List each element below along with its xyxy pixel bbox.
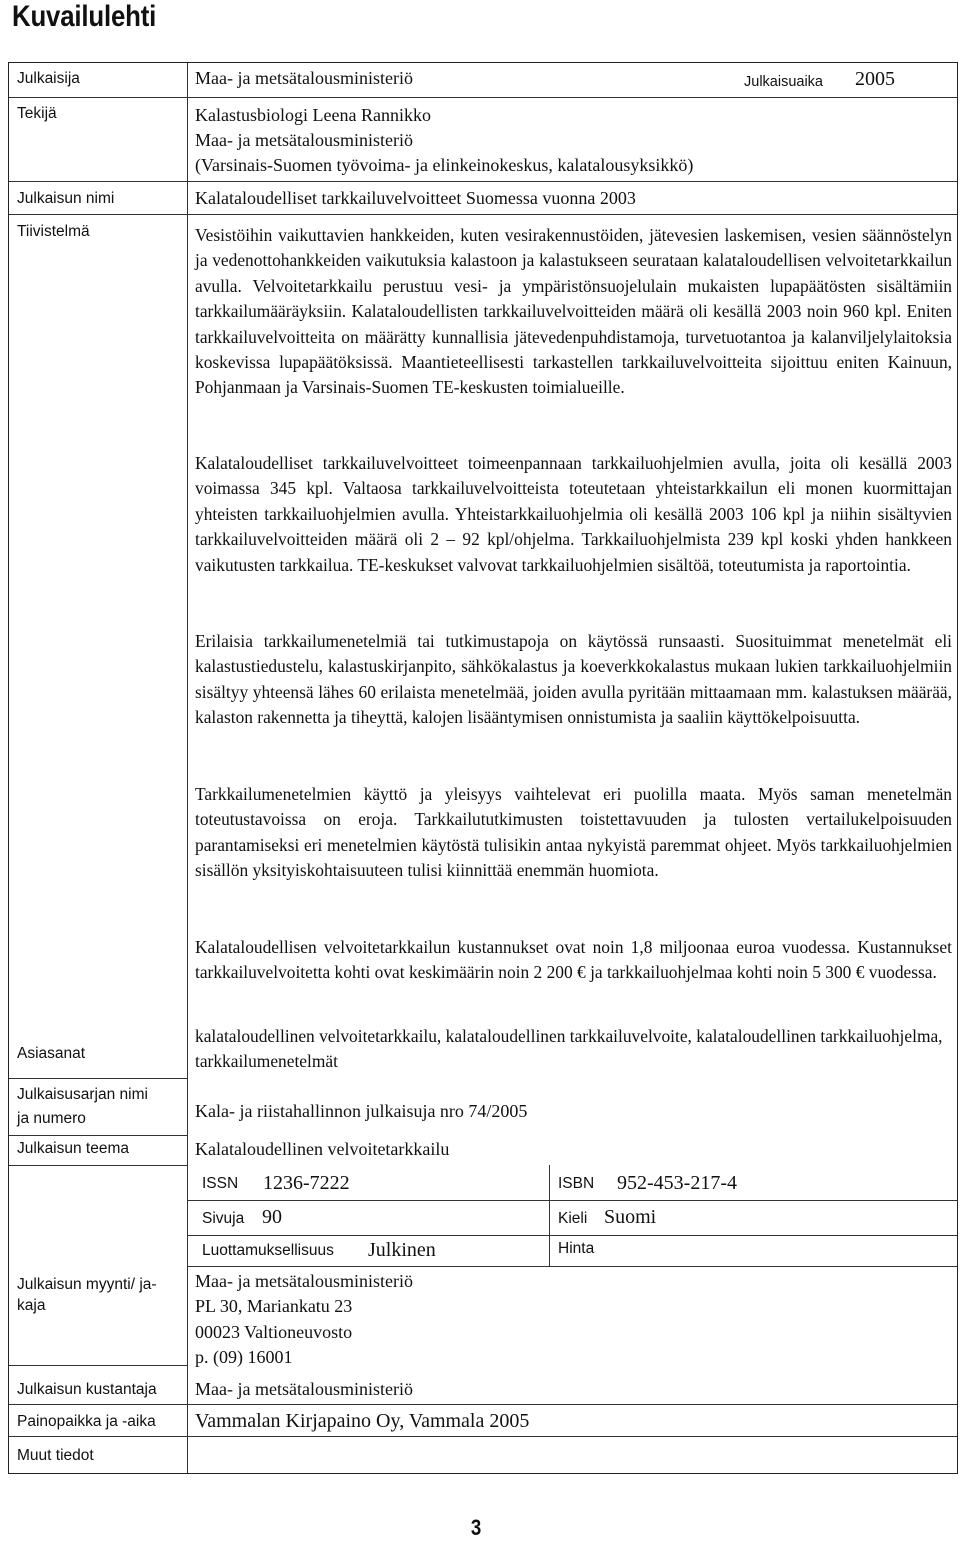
issn-label: ISSN — [202, 1175, 239, 1192]
row-divider — [9, 1436, 957, 1437]
cost-value: Maa- ja metsätalousministeriö — [195, 1379, 413, 1399]
abstract-label: Tiivistelmä — [17, 223, 90, 240]
author-line-2: Maa- ja metsätalousministeriö — [195, 130, 413, 150]
print-value: Vammalan Kirjapaino Oy, Vammala 2005 — [195, 1410, 530, 1432]
sales-line-2: PL 30, Mariankatu 23 — [195, 1296, 353, 1316]
sales-label-line-2: kaja — [17, 1297, 46, 1314]
grid-divider — [549, 1165, 550, 1266]
confidentiality-label: Luottamuksellisuus — [202, 1242, 334, 1259]
publisher-label: Julkaisija — [17, 70, 80, 87]
pages-value: 90 — [262, 1206, 282, 1228]
publish-year-value: 2005 — [855, 68, 895, 90]
page-number: 3 — [470, 1515, 482, 1540]
row-divider — [9, 181, 957, 182]
author-line-1: Kalastusbiologi Leena Rannikko — [195, 105, 431, 125]
language-value: Suomi — [604, 1206, 657, 1228]
row-divider — [9, 1404, 957, 1405]
sales-line-1: Maa- ja metsätalousministeriö — [195, 1271, 413, 1291]
column-divider — [187, 63, 188, 1473]
theme-value: Kalataloudellinen velvoitetarkkailu — [195, 1139, 450, 1159]
other-label: Muut tiedot — [17, 1447, 94, 1464]
confidentiality-value: Julkinen — [368, 1239, 436, 1261]
abstract-paragraph-3: Erilaisia tarkkailumenetelmiä tai tutkimustapoja on käytössä runsaasti. Suosituimmat menetelmät eli kalastustiedustelu, kalastuskirjanpito, sähkökalastus ja koeverkkokalastus mukaan lukien tarkkailuohjelmiin sisältyy yhteensä lähes 60 erilaista menetelmää, joiden avulla pyritään mittaamaan mm. kalastuksen määrää, kalaston rakennetta ja tiheyttä, kalojen lisääntymisen onnistumista ja saaliin käyttökelpoisuutta. — [195, 631, 952, 728]
sales-line-4: p. (09) 16001 — [195, 1347, 293, 1367]
issn-value: 1236-7222 — [263, 1172, 350, 1194]
theme-label: Julkaisun teema — [17, 1140, 130, 1157]
abstract-paragraph-1: Vesistöihin vaikuttavien hankkeiden, kuten vesirakennustöiden, jätevesien laskemisen, vesien säännöstelyn ja vedenottohankkeiden vaikutuksia kalastoon ja kalastukseen seurataan kalataloudellisen velvoitetarkkailun avulla. Velvoitetarkkailu perustuu vesi- ja ympäristönsuojelulain mukaisten lupapäätösten sisältämiin tarkkailumääräyksiin. Kalataloudellisten tarkkailuvelvoitteiden määrä oli kesällä 2003 noin 960 kpl. Eniten tarkkailuvelvoitteita on määrätty kunnallisia jätevedenpuhdistamoja, turvetuotantoa ja kalanviljelylaitoksia koskevissa lupapäätöksissä. Maantieteellisesti tarkastellen tarkkailuvelvoitteita sijoittuu eniten Kainuun, Pohjanmaan ja Varsinais-Suomen TE-keskusten toimialueille. — [195, 225, 952, 398]
sales-line-3: 00023 Valtioneuvosto — [195, 1322, 353, 1342]
abstract-paragraph-2: Kalataloudelliset tarkkailuvelvoitteet toimeenpannaan tarkkailuohjelmien avulla, joita oli kesällä 2003 voimassa 345 kpl. Valtaosa tarkkailuvelvoitteista toteutetaan yhteistarkkailun eli monen kuormittajan yhteisten tarkkailuohjelmien avulla. Yhteistarkkailuohjelmia oli kesällä 2003 106 kpl ja niihin sisältyvien tarkkailuvelvoitteiden määrä oli 2 – 92 kpl/ohjelma. Tarkkailuohjelmista 239 kpl koski yhden hankkeen vaikutusten tarkkailua. TE-keskukset valvovat tarkkailuohjelmien sisältöä, toteutumista ja raportointia. — [195, 453, 952, 575]
keywords-label: Asiasanat — [17, 1045, 86, 1062]
price-label: Hinta — [558, 1240, 595, 1257]
cost-label: Julkaisun kustantaja — [17, 1381, 157, 1398]
page-title: Kuvailulehti — [12, 0, 157, 33]
publish-date-label: Julkaisuaika — [744, 74, 823, 90]
row-divider — [9, 1135, 187, 1136]
isbn-value: 952-453-217-4 — [617, 1172, 737, 1194]
isbn-label: ISBN — [558, 1175, 595, 1192]
language-label: Kieli — [558, 1210, 588, 1227]
abstract-paragraph-5: Kalataloudellisen velvoitetarkkailun kustannukset ovat noin 1,8 miljoonaa euroa vuodessa. Kustannukset tarkkailuvelvoitetta kohti ovat keskimäärin noin 2 200 € ja tarkkailuohjelmaa kohti noin 5 300 € vuodessa. — [195, 937, 952, 983]
series-value: Kala- ja riistahallinnon julkaisuja nro 74/2005 — [195, 1101, 528, 1121]
grid-divider — [187, 1266, 957, 1267]
pub-name-label: Julkaisun nimi — [17, 190, 115, 207]
author-label: Tekijä — [17, 105, 57, 122]
pub-name-value: Kalataloudelliset tarkkailuvelvoitteet Suomessa vuonna 2003 — [195, 188, 636, 208]
series-label-line-1: Julkaisusarjan nimi — [17, 1086, 148, 1103]
keywords-value: kalataloudellinen velvoitetarkkailu, kalataloudellinen tarkkailuvelvoite, kalataloudellinen tarkkailuohjelma, tarkkailumenetelmät — [195, 1026, 943, 1072]
series-label-line-2: ja numero — [17, 1110, 86, 1127]
abstract-paragraph-4: Tarkkailumenetelmien käyttö ja yleisyys vaihtelevat eri puolilla maata. Myös saman menetelmän toteutustavoissa on eroja. Tarkkailututkimusten toistettavuuden ja tulosten vertailukelpoisuuden parantamiseksi eri menetelmien käytöstä tulisikin antaa nykyistä paremmat ohjeet. Myös tarkkailuohjelmien sisällön yksityiskohtaisuuteen tulisi kiinnittää enemmän huomiota. — [195, 784, 952, 881]
row-divider — [9, 1365, 187, 1366]
publisher-value: Maa- ja metsätalousministeriö — [195, 68, 413, 88]
row-divider — [9, 97, 957, 98]
print-label: Painopaikka ja -aika — [17, 1413, 156, 1430]
row-divider — [9, 1165, 187, 1166]
row-divider — [9, 1078, 187, 1079]
grid-divider — [187, 1200, 957, 1201]
row-divider — [9, 214, 957, 215]
sales-label-line-1: Julkaisun myynti/ ja- — [17, 1276, 157, 1293]
pages-label: Sivuja — [202, 1210, 245, 1227]
grid-divider — [187, 1235, 957, 1236]
author-line-3: (Varsinais-Suomen työvoima- ja elinkeinokeskus, kalatalousyksikkö) — [195, 155, 694, 175]
